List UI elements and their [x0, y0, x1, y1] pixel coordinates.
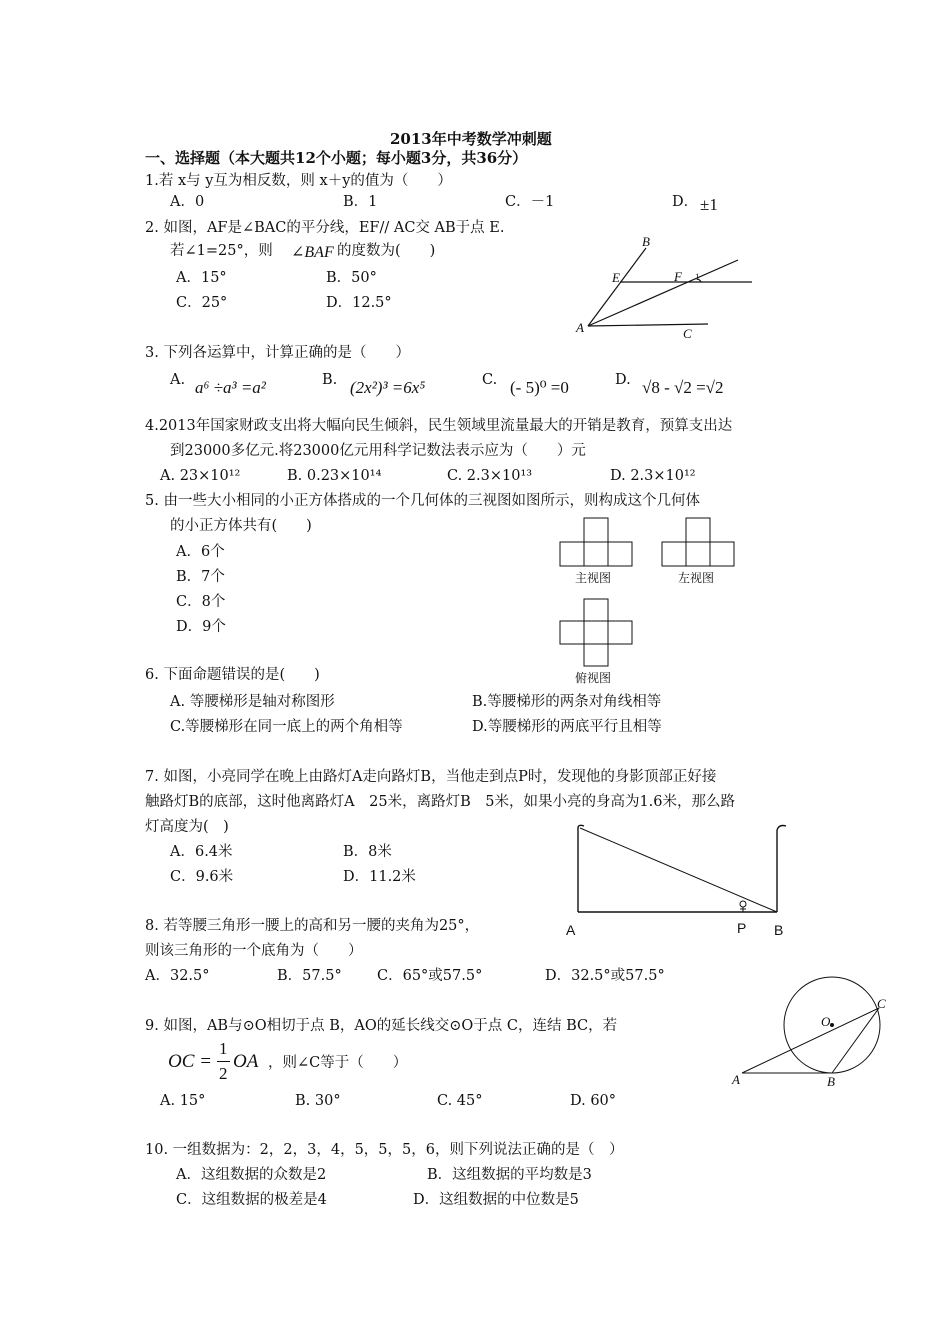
- page-title: 2013年中考数学冲刺题: [390, 130, 552, 148]
- question-6-stem: 6. 下面命题错误的是( ): [145, 667, 320, 683]
- q7-option-a: A．6.4米: [170, 844, 233, 860]
- q9-fraction-denominator: 2: [219, 1064, 228, 1083]
- q3-label-d: D.: [615, 372, 631, 388]
- q9-circle-figure: [728, 988, 898, 1090]
- q9-option-b: B. 30°: [295, 1093, 341, 1109]
- q2-label-b: B: [642, 234, 650, 249]
- question-4-line1: 4.2013年国家财政支出将大幅向民生倾斜，民生领域里流量最大的开销是教育，预算支出达: [145, 418, 733, 434]
- q7-label-a: A: [566, 922, 576, 938]
- q10-option-c: C．这组数据的极差是4: [176, 1192, 327, 1208]
- q2-option-b: B．50°: [326, 270, 377, 286]
- q5-option-a: A．6个: [176, 544, 225, 560]
- q3-expr-b: (2x²)³ =6x⁵: [350, 378, 426, 397]
- question-2-line2: 若∠1=25°，则: [170, 243, 273, 259]
- q1-option-d: D．: [672, 194, 699, 210]
- q9-fraction-numerator: 1: [219, 1039, 228, 1058]
- q2-figure: [570, 236, 750, 346]
- q8-option-d: D．32.5°或57.5°: [545, 968, 665, 984]
- section-heading: 一、选择题（本大题共12个小题；每小题3分，共36分）: [145, 149, 528, 167]
- q2-option-a: A．15°: [176, 270, 227, 286]
- q7-street-lamp-figure: [560, 822, 800, 942]
- q4-option-b: B. 0.23×10¹⁴: [287, 468, 382, 484]
- q3-expr-a: a⁶ ÷a³ =a²: [195, 378, 266, 397]
- q5-front-view-caption: 主视图: [575, 571, 612, 585]
- q6-option-b: B.等腰梯形的两条对角线相等: [472, 694, 662, 710]
- q3-label-c: C.: [482, 372, 498, 388]
- q9-option-c: C. 45°: [437, 1093, 483, 1109]
- question-8-line1: 8. 若等腰三角形一腰上的高和另一腰的夹角为25°，: [145, 918, 480, 934]
- question-10-stem: 10. 一组数据为：2，2，3，4，5，5，5，6，则下列说法正确的是（ ）: [145, 1142, 624, 1158]
- q5-left-view: [662, 518, 734, 566]
- q9-option-a: A. 15°: [160, 1093, 206, 1109]
- question-5-line2: 的小正方体共有( ): [170, 518, 312, 534]
- q2-label-c: C: [683, 326, 692, 341]
- q7-option-b: B．8米: [343, 844, 392, 860]
- q3-expr-d: √8 - √2 =√2: [642, 378, 724, 397]
- q4-option-a: A. 23×10¹²: [160, 468, 241, 484]
- question-8-line2: 则该三角形的一个底角为（ ）: [145, 943, 363, 959]
- q7-label-p: P: [737, 920, 747, 936]
- q6-option-d: D.等腰梯形的两底平行且相等: [472, 719, 662, 735]
- q9-label-b: B: [827, 1074, 835, 1089]
- question-2-line1: 2. 如图，AF是∠BAC的平分线，EF// AC交 AB于点 E.: [145, 220, 505, 236]
- q9-label-a: A: [732, 1072, 740, 1087]
- q4-option-d: D. 2.3×10¹²: [610, 468, 696, 484]
- q5-top-view: [560, 599, 632, 667]
- question-4-line2: 到23000多亿元.将23000亿元用科学记数法表示应为（ ）元: [170, 443, 586, 459]
- q3-label-b: B.: [322, 372, 338, 388]
- question-9-line1: 9. 如图，AB与⊙O相切于点 B，AO的延长线交⊙O于点 C，连结 BC，若: [145, 1018, 618, 1034]
- q9-fraction-bar: [217, 1061, 230, 1062]
- question-7-line3: 灯高度为( ): [145, 819, 229, 835]
- q3-expr-c: (- 5)⁰ =0: [510, 378, 569, 397]
- q2-label-e: E: [612, 270, 620, 285]
- question-7-line1: 7. 如图，小亮同学在晚上由路灯A走向路灯B，当他走到点P时，发现他的身影顶部正好接: [145, 769, 717, 785]
- q6-option-c: C.等腰梯形在同一底上的两个角相等: [170, 719, 403, 735]
- q2-label-f: F: [674, 269, 682, 284]
- q5-option-d: D．9个: [176, 619, 226, 635]
- q2-option-d: D．12.5°: [326, 295, 392, 311]
- q10-option-b: B．这组数据的平均数是3: [427, 1167, 592, 1183]
- q5-front-view: [560, 518, 632, 566]
- q9-formula-lhs: OC =: [168, 1051, 212, 1072]
- q5-left-view-caption: 左视图: [678, 571, 715, 585]
- q5-option-b: B．7个: [176, 569, 225, 585]
- q10-option-d: D．这组数据的中位数是5: [413, 1192, 579, 1208]
- q5-option-c: C．8个: [176, 594, 226, 610]
- q6-option-a: A. 等腰梯形是轴对称图形: [170, 694, 335, 710]
- q1-option-d-value: ±1: [700, 195, 718, 214]
- q2-option-c: C．25°: [176, 295, 228, 311]
- q10-option-a: A．这组数据的众数是2: [176, 1167, 327, 1183]
- q5-top-view-caption: 俯视图: [575, 671, 612, 685]
- q1-option-c: C．－1: [505, 194, 555, 210]
- question-2-line2-tail: 的度数为( ): [337, 243, 436, 259]
- q9-label-c: C: [877, 996, 886, 1011]
- q8-option-a: A．32.5°: [145, 968, 210, 984]
- q2-label-a: A: [576, 320, 584, 335]
- q7-option-c: C．9.6米: [170, 869, 234, 885]
- q9-label-o: O: [821, 1014, 831, 1029]
- q8-option-c: C．65°或57.5°: [377, 968, 483, 984]
- question-5-line1: 5. 由一些大小相同的小正方体搭成的一个几何体的三视图如图所示，则构成这个几何体: [145, 493, 700, 509]
- q9-formula-rhs: OA: [233, 1051, 259, 1072]
- q8-option-b: B．57.5°: [277, 968, 342, 984]
- q9-option-d: D. 60°: [570, 1093, 617, 1109]
- q7-option-d: D．11.2米: [343, 869, 416, 885]
- question-7-line2: 触路灯B的底部，这时他离路灯A 25米，离路灯B 5米，如果小亮的身高为1.6米，那么路: [145, 794, 736, 810]
- q2-label-1: 1: [695, 272, 700, 282]
- q2-angle-baf: ∠BAF: [291, 244, 334, 261]
- q1-option-a: A．0: [170, 194, 205, 210]
- q7-label-b: B: [774, 922, 784, 938]
- question-1-stem: 1.若 x与 y互为相反数，则 x＋y的值为（ ）: [145, 173, 452, 189]
- question-9-line2-tail: ，则∠C等于（ ）: [268, 1055, 408, 1071]
- question-3-stem: 3. 下列各运算中，计算正确的是（ ）: [145, 345, 410, 361]
- q4-option-c: C. 2.3×10¹³: [447, 468, 533, 484]
- q1-option-b: B．1: [343, 194, 378, 210]
- q3-label-a: A.: [170, 372, 186, 388]
